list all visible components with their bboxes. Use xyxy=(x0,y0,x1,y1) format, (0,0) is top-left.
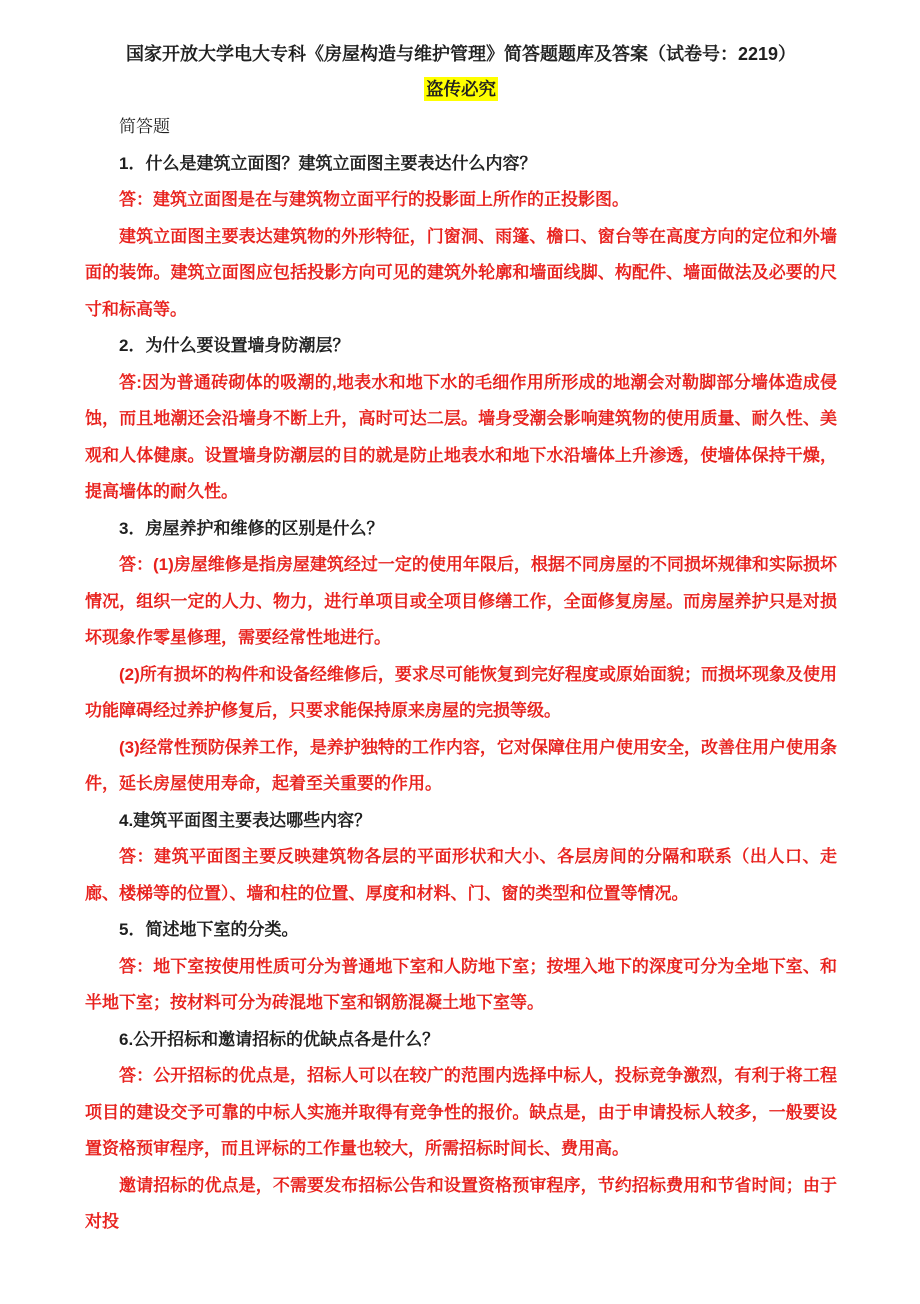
question-text: 5．简述地下室的分类。 xyxy=(119,920,299,939)
question-text: 3．房屋养护和维修的区别是什么？ xyxy=(119,518,384,538)
notice-line xyxy=(85,73,837,110)
qa-item xyxy=(85,328,837,511)
question-text: 4.建筑平面图主要表达哪些内容？ xyxy=(119,810,372,830)
answer-paragraph: (3)经常性预防保养工作，是养护独特的工作内容，它对保障住用户使用安全，改善住用户使用条件，延长房屋使用寿命，起着至关重要的作用。 xyxy=(85,737,837,793)
question-text: 6.公开招标和邀请招标的优缺点各是什么？ xyxy=(119,1029,440,1049)
answer-paragraph: 建筑立面图主要表达建筑物的外形特征，门窗洞、雨篷、檐口、窗台等在高度方向的定位和外墙面的装饰。建筑立面图应包括投影方向可见的建筑外轮廓和墙面线脚、构配件、墙面做法及必要的尺寸和标高等。 xyxy=(85,226,837,319)
answer-paragraph: (2)所有损坏的构件和设备经维修后，要求尽可能恢复到完好程度或原始面貌；而损坏现象及使用功能障碍经过养护修复后，只要求能保持原来房屋的完损等级。 xyxy=(85,664,837,720)
anti-piracy-notice: 盗传必究 xyxy=(426,78,496,99)
answer-paragraph: 答：建筑立面图是在与建筑物立面平行的投影面上所作的正投影图。 xyxy=(119,190,629,209)
document-title: 国家开放大学电大专科《房屋构造与维护管理》简答题题库及答案（试卷号：2219） xyxy=(125,44,797,64)
answer-paragraph: 答：(1)房屋维修是指房屋建筑经过一定的使用年限后，根据不同房屋的不同损坏规律和实际损坏情况，组织一定的人力、物力，进行单项目或全项目修缮工作，全面修复房屋。而房屋养护只是对损坏现象作零星修理，需要经常性地进行。 xyxy=(85,555,837,647)
qa-item xyxy=(85,511,837,803)
answer-paragraph: 答：建筑平面图主要反映建筑物各层的平面形状和大小、各层房间的分隔和联系（出人口、走廊、楼梯等的位置）、墙和柱的位置、厚度和材料、门、窗的类型和位置等情况。 xyxy=(85,847,837,903)
section-heading: 简答题 xyxy=(119,117,170,136)
qa-item xyxy=(85,146,837,329)
qa-list xyxy=(85,146,837,1241)
answer-paragraph: 答：公开招标的优点是，招标人可以在较广的范围内选择中标人，投标竞争激烈，有利于将工程项目的建设交予可靠的中标人实施并取得有竞争性的报价。缺点是，由于申请投标人较多，一般要设置资格预审程序，而且评标的工作量也较大，所需招标时间长、费用高。 xyxy=(85,1066,837,1158)
question-text: 2．为什么要设置墙身防潮层？ xyxy=(119,336,350,355)
answer-paragraph: 答：地下室按使用性质可分为普通地下室和人防地下室；按埋入地下的深度可分为全地下室、和半地下室；按材料可分为砖混地下室和钢筋混凝土地下室等。 xyxy=(85,956,837,1012)
qa-item xyxy=(85,912,837,1022)
question-text: 1．什么是建筑立面图？建筑立面图主要表达什么内容？ xyxy=(119,153,537,173)
answer-paragraph: 答:因为普通砖砌体的吸潮的,地表水和地下水的毛细作用所形成的地潮会对勒脚部分墙体造成侵蚀，而且地潮还会沿墙身不断上升，高时可达二层。墙身受潮会影响建筑物的使用质量、耐久性、美观和人体健康。设置墙身防潮层的目的就是防止地表水和地下水沿墙体上升渗透，使墙体保持干燥，提高墙体的耐久性。 xyxy=(85,372,837,501)
qa-item xyxy=(85,1022,837,1241)
qa-item xyxy=(85,803,837,913)
answer-paragraph: 邀请招标的优点是，不需要发布招标公告和设置资格预审程序，节约招标费用和节省时间；由于对投 xyxy=(85,1175,837,1231)
